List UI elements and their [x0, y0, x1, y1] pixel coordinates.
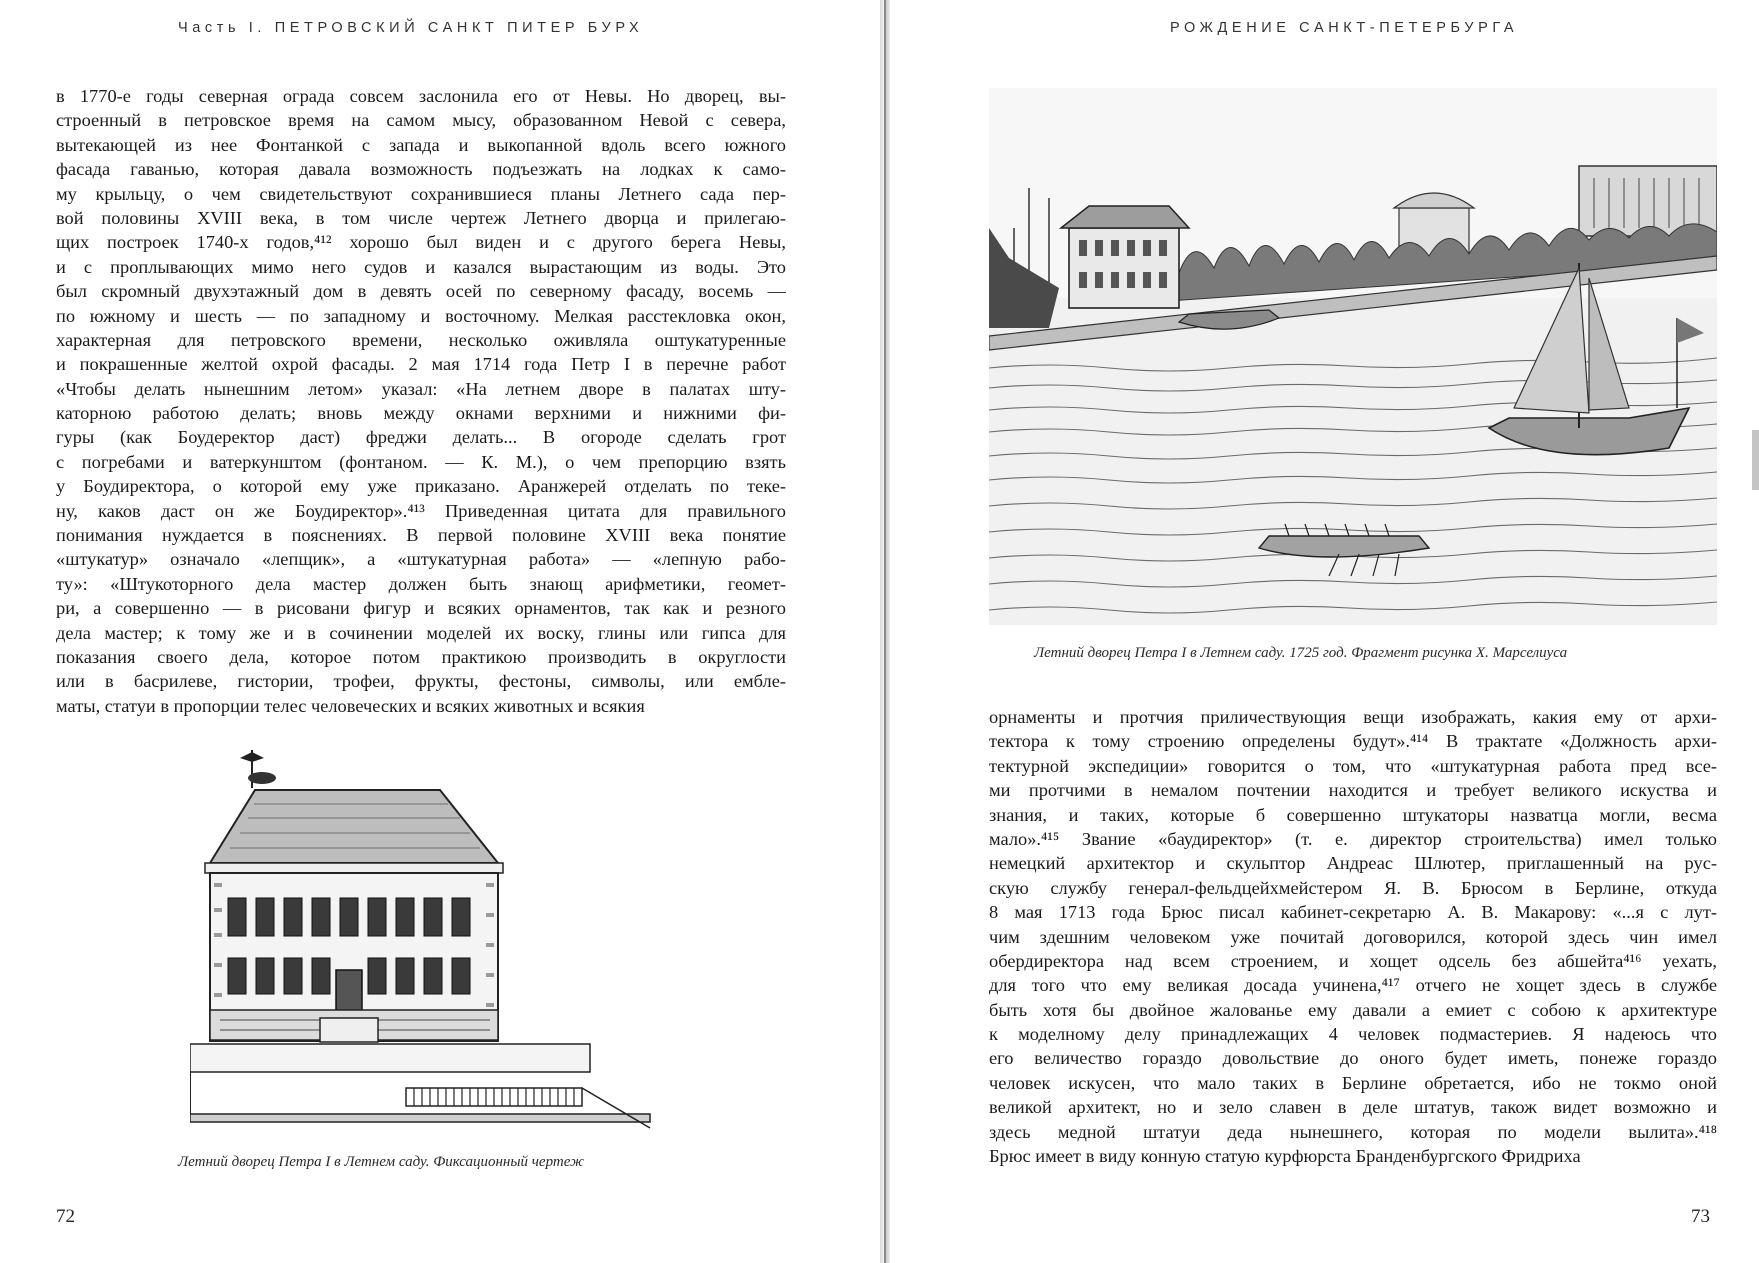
text-line: вой половины XVIII века, в том числе чертеж Летнего дворца и прилегаю-: [56, 207, 786, 228]
text-line: орнаменты и протчия приличествующия вещи изображать, какия ему от архи-: [989, 707, 1717, 727]
text-line: в 1770-е годы северная ограда совсем заслонила его от Невы. Но дворец, вы-: [56, 86, 786, 106]
text-line: ми протчими в немалом почтении находится и требует великого искуства и: [989, 780, 1717, 801]
marcelius-drawing: [989, 88, 1717, 625]
text-line: тектурной экспедиции» говорится о том, что «штукатурная работа пред все-: [989, 755, 1717, 776]
text-line: вытекающей из нее Фонтанкой с запада и выкопанной вдоль всего южного: [56, 134, 786, 155]
text-line: фасада гаванью, которая давала возможность подъезжать на лодках к само-: [56, 159, 786, 180]
text-line: обердиректора над всем строением, и хощет одсель без абшейта⁴¹⁶ уехать,: [989, 950, 1717, 971]
text-line: характерная для петровского времени, несколько оживляла оштукатуренные: [56, 329, 786, 350]
text-line: показания своего дела, которое потом практикою производить в округлости: [56, 646, 786, 667]
text-line: чим здешним человеком уже почитай договорился, которой здесь чин имел: [989, 926, 1717, 947]
text-line: мало».⁴¹⁵ Звание «баудиректор» (т. е. директор строительства) имел только: [989, 828, 1717, 849]
text-line: 8 мая 1713 года Брюс писал кабинет-секретарю А. В. Макарову: «...я с лут-: [989, 902, 1717, 923]
text-line: ну, каков даст он же Боудиректор».⁴¹³ Приведенная цитата для правильного: [56, 500, 786, 521]
page-number-right: 73: [1691, 1206, 1710, 1227]
text-line: немецкий архитектор и скульптор Андреас Шлютер, приглашенный на рус-: [989, 853, 1717, 874]
text-line: для того что ему великая досада учинена,⁴¹⁷ отчего не хощет здесь в службе: [989, 975, 1717, 996]
text-line: строенный в петровское время на самом мысу, образованном Невой с севера,: [56, 110, 786, 131]
text-line: у Боудиректора, о которой ему уже приказано. Аранжерей отделать по теке-: [56, 476, 786, 497]
text-line: по южному и шесть — по западному и восточному. Мелкая расстекловка окон,: [56, 305, 786, 326]
page-number-left: 72: [56, 1206, 75, 1227]
text-line: и с проплывающих мимо него судов и казался вырастающим из воды. Это: [56, 256, 786, 277]
page-edge-shadow: [1752, 430, 1759, 490]
text-line: великой архитект, но и зело славен в деле штатув, також видет возможно и: [989, 1097, 1717, 1118]
text-line: к моделному делу принадлежащих 4 человек подмастериев. Я надеюсь что: [989, 1024, 1717, 1045]
text-line: тектора к тому строению определены будут».⁴¹⁴ В трактате «Должность архи-: [989, 731, 1717, 752]
text-line: здесь медной штатуи деда нынешнего, которая по модели вылита».⁴¹⁸: [989, 1121, 1717, 1142]
text-line: му крыльцу, о чем свидетельствуют сохранившиеся планы Летнего сада пер-: [56, 183, 786, 204]
left-body-text: [56, 84, 786, 718]
text-line: «Чтобы делать нынешним летом» указал: «На летнем дворе в палатах шту-: [56, 378, 786, 399]
text-line: или в басрилеве, гистории, трофеи, фрукты, фестоны, символы, или ембле-: [56, 671, 786, 692]
text-line: и покрашенные желтой охрой фасады. 2 мая 1714 года Петр I в перечне работ: [56, 354, 786, 375]
running-head-right: РОЖДЕНИЕ САНКТ-ПЕТЕРБУРГА: [1170, 20, 1519, 36]
text-line: гуры (как Боудеректор даст) фреджи делать... В огороде сделать грот: [56, 427, 786, 448]
text-line: понимания нуждается в пояснениях. В первой половине XVIII века понятие: [56, 525, 786, 546]
text-line: маты, статуи в пропорции телес человеческих и всяких животных и всякия: [56, 695, 645, 716]
figure-caption-right: Летний дворец Петра I в Летнем саду. 1725 год. Фрагмент рисунка Х. Марселиуса: [1034, 645, 1568, 661]
text-line: человек искусен, что мало таких в Берлине обретается, ибо не токмо оной: [989, 1072, 1717, 1093]
text-line: с погребами и ватеркунштом (фонтаном. — К. М.), о чем препорцию взять: [56, 451, 786, 472]
text-line: дела мастер; к тому же и в сочинении моделей их воску, глины или гипса для: [56, 622, 786, 643]
text-line: знания, и таких, которые б совершенно штукаторы назватца могли, весма: [989, 804, 1717, 825]
figure-caption-left: Летний дворец Петра I в Летнем саду. Фиксационный чертеж: [178, 1154, 584, 1170]
text-line: быть хотя бы двойное жалованье ему давали а емиет с собою к архитектуре: [989, 999, 1717, 1020]
text-line: ри, а совершенно — в рисовани фигур и всяких орнаментов, так как и резного: [56, 598, 786, 619]
right-page: [890, 0, 1759, 1263]
text-line: «штукатур» означало «лепщик», а «штукатурная работа» — «лепную рабо-: [56, 549, 786, 570]
book-gutter: [880, 0, 890, 1263]
text-line: ту»: «Штукоторного дела мастер должен быть знающ арифметики, геомет-: [56, 573, 786, 594]
right-body-text: [989, 705, 1717, 1168]
text-line: Брюс имеет в виду конную статую курфюрста Бранденбургского Фридриха: [989, 1146, 1581, 1167]
running-head-left: Часть I. ПЕТРОВСКИЙ САНКТ ПИТЕР БУРХ: [178, 20, 644, 36]
text-line: его величество гораздо довольствие до оного будет иметь, понеже гораздо: [989, 1048, 1717, 1069]
text-line: скую службу генерал-фельдцейхмейстером Я. В. Брюсом в Берлине, откуда: [989, 877, 1717, 898]
summer-palace-drawing: [190, 748, 660, 1133]
text-line: был скромный двухэтажный дом в девять осей по северному фасаду, восемь —: [56, 281, 786, 302]
text-line: каторною работою делать; вновь между окнами верхними и нижними фи-: [56, 403, 786, 424]
text-line: щих построек 1740-х годов,⁴¹² хорошо был виден и с другого берега Невы,: [56, 232, 786, 253]
